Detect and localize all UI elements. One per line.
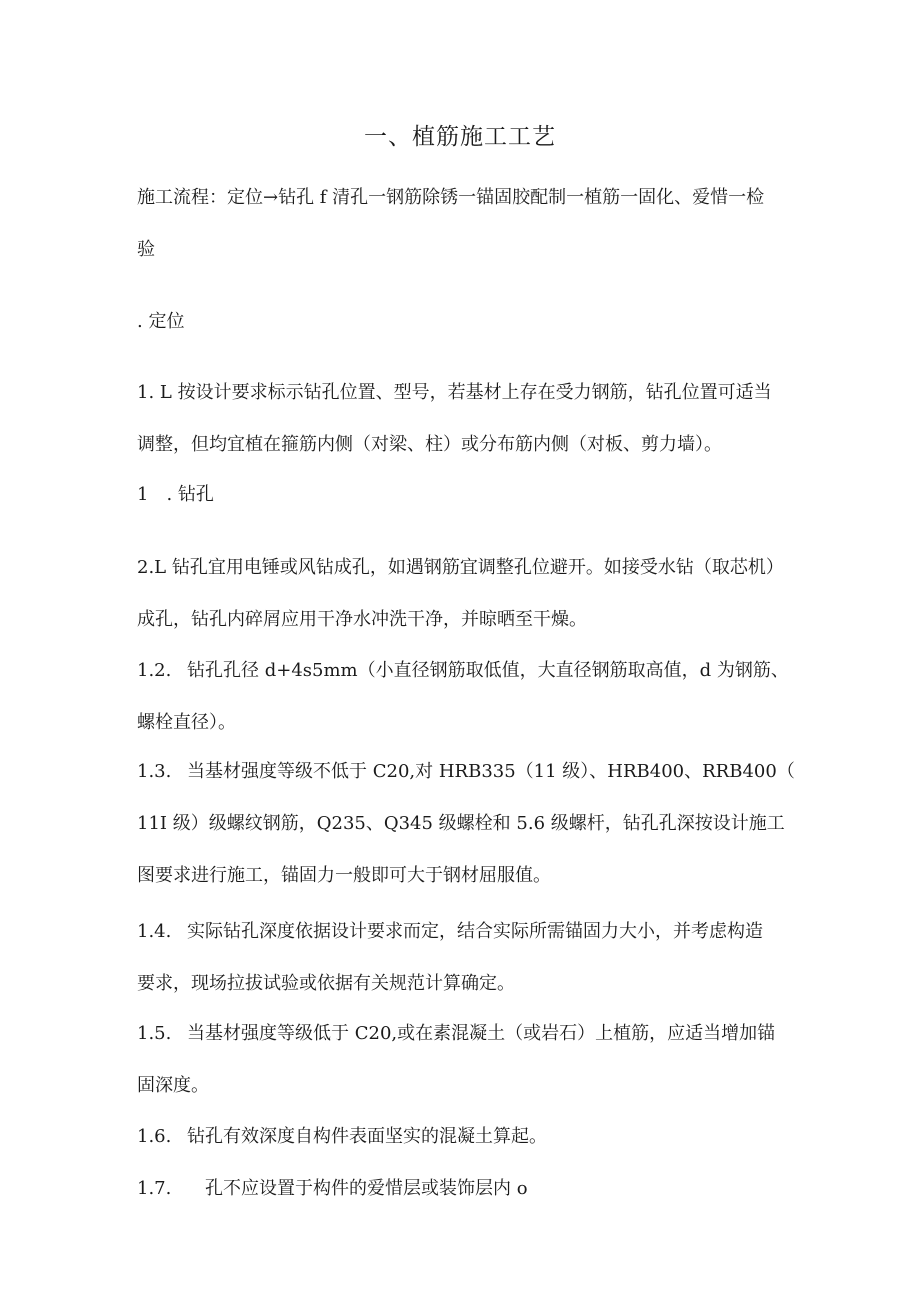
paragraph-1-5-text: 当基材强度等级低于 C20,或在素混凝土（或岩石）上植筋，应适当增加锚	[187, 1023, 776, 1044]
paragraph-1-3-line-3: 图要求进行施工，锚固力一般即可大于钢材屈服值。	[137, 865, 551, 886]
paragraph-1-4-line-1	[137, 906, 797, 958]
paragraph-1-5-line-2: 固深度。	[137, 1075, 209, 1096]
paragraph-1-5-number: 1.5.	[137, 1023, 172, 1044]
paragraph-1-7	[137, 1163, 797, 1215]
page-title: 一、植筋施工工艺	[364, 124, 556, 150]
section-heading-locate	[137, 296, 797, 348]
paragraph-1-4	[137, 906, 797, 1010]
paragraph-1-3-text: 当基材强度等级不低于 C20,对 HRB335（11 级）、HRB400、RRB400（	[187, 761, 795, 782]
paragraph-1-2-text: 钻孔孔径 d+4s5mm（小直径钢筋取低值，大直径钢筋取高值，d 为钢筋、	[187, 660, 789, 681]
paragraph-1-1-line-2: 调整，但均宜植在箍筋内侧（对梁、柱）或分布筋内侧（对板、剪力墙）。	[137, 434, 722, 455]
paragraph-1-4-text: 实际钻孔深度依据设计要求而定，结合实际所需锚固力大小，并考虑构造	[187, 921, 763, 942]
paragraph-1-3	[137, 746, 797, 902]
paragraph-1-7-text: 孔不应设置于构件的爱惜层或装饰层内 o	[205, 1178, 528, 1199]
paragraph-1-2-line-2: 螺栓直径）。	[137, 712, 236, 733]
section-drill-text: 1 . 钻孔	[137, 484, 214, 505]
paragraph-1-5-line-1	[137, 1008, 797, 1060]
paragraph-1-1-line-1: 1. L 按设计要求标示钻孔位置、型号，若基材上存在受力钢筋，钻孔位置可适当	[137, 382, 772, 403]
paragraph-1-3-line-2: 11I 级）级螺纹钢筋，Q235、Q345 级螺栓和 5.6 级螺杆，钻孔孔深按设计施工	[137, 813, 785, 834]
paragraph-2-1-line-1: 2.L 钻孔宜用电锤或风钻成孔，如遇钢筋宜调整孔位避开。如接受水钻（取芯机）	[137, 557, 784, 578]
paragraph-2-1-line-2: 成孔，钻孔内碎屑应用干净水冲洗干净，并晾晒至干燥。	[137, 609, 587, 630]
paragraph-1-3-line-1	[137, 746, 797, 798]
paragraph-2-1	[137, 542, 797, 646]
paragraph-1-3-number: 1.3.	[137, 761, 172, 782]
paragraph-1-6-line-1	[137, 1111, 797, 1163]
section-heading-drill	[137, 469, 797, 521]
flow-line-2: 验	[137, 239, 155, 260]
paragraph-1-4-number: 1.4.	[137, 921, 172, 942]
paragraph-1-6	[137, 1111, 797, 1163]
paragraph-1-2-line-1	[137, 645, 797, 697]
paragraph-1-7-line-1	[137, 1163, 797, 1215]
flow-line-1: 施工流程：定位→钻孔 f 清孔一钢筋除锈一锚固胶配制一植筋一固化、爱惜一检	[137, 187, 765, 208]
paragraph-1-1	[137, 367, 797, 471]
construction-flow-paragraph	[137, 172, 797, 276]
section-locate-text: . 定位	[137, 311, 185, 332]
paragraph-1-2-number: 1.2.	[137, 660, 172, 681]
paragraph-1-2	[137, 645, 797, 749]
paragraph-1-6-text: 钻孔有效深度自构件表面坚实的混凝土算起。	[187, 1126, 547, 1147]
paragraph-1-5	[137, 1008, 797, 1112]
paragraph-1-4-line-2: 要求，现场拉拔试验或依据有关规范计算确定。	[137, 973, 515, 994]
paragraph-1-7-number: 1.7.	[137, 1178, 172, 1199]
paragraph-1-6-number: 1.6.	[137, 1126, 172, 1147]
